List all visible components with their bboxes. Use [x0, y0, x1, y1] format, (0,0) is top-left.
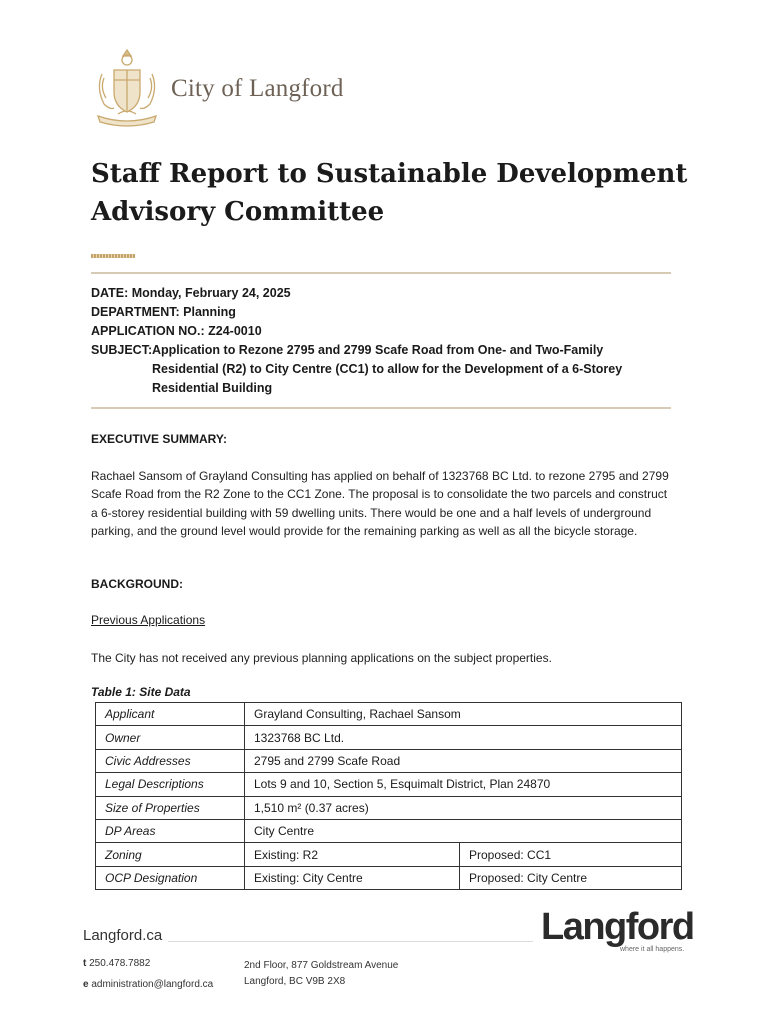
org-name: City of Langford — [171, 75, 344, 102]
table-row — [96, 819, 682, 842]
row-label: DP Areas — [96, 819, 245, 842]
table-row — [96, 773, 682, 796]
row-value: Grayland Consulting, Rachael Sansom — [245, 703, 682, 726]
row-proposed: Proposed: City Centre — [460, 866, 682, 889]
langford-logo: Langford — [541, 906, 694, 948]
row-existing: Existing: R2 — [245, 843, 460, 866]
application-line — [91, 322, 262, 341]
subject-value: Application to Rezone 2795 and 2799 Scafe Road from One- and Two-Family Residential (R2) to City Centre (CC1) to allow for the Development of a 6-Storey Residential Building — [152, 343, 623, 395]
divider-bottom — [91, 407, 671, 409]
title-line-1: Staff Report to Sustainable Development — [91, 159, 688, 189]
row-value: 1,510 m² (0.37 acres) — [245, 796, 682, 819]
row-label: Size of Properties — [96, 796, 245, 819]
title-line-2: Advisory Committee — [91, 197, 385, 227]
row-value: 1323768 BC Ltd. — [245, 726, 682, 749]
row-proposed: Proposed: CC1 — [460, 843, 682, 866]
department-label: DEPARTMENT: — [91, 305, 180, 319]
row-value: 2795 and 2799 Scafe Road — [245, 749, 682, 772]
table-row — [96, 866, 682, 889]
footer-website: Langford.ca — [83, 927, 163, 944]
application-label: APPLICATION NO.: — [91, 324, 205, 338]
city-crest-icon — [90, 44, 164, 128]
background-heading: BACKGROUND: — [91, 577, 183, 591]
email-address: administration@langford.ca — [91, 979, 214, 990]
row-value: Lots 9 and 10, Section 5, Esquimalt District, Plan 24870 — [245, 773, 682, 796]
logo-tagline: where it all happens. — [620, 946, 685, 953]
table-row — [96, 843, 682, 866]
phone-prefix: t — [83, 958, 87, 969]
date-label: DATE: — [91, 286, 129, 300]
row-label: Applicant — [96, 703, 245, 726]
footer-address-line-2: Langford, BC V9B 2X8 — [244, 976, 346, 987]
table-row — [96, 726, 682, 749]
row-label: Zoning — [96, 843, 245, 866]
application-value: Z24-0010 — [208, 324, 262, 338]
table-row — [96, 749, 682, 772]
row-label: OCP Designation — [96, 866, 245, 889]
phone-number: 250.478.7882 — [89, 958, 151, 969]
title-accent-bar — [91, 254, 135, 258]
previous-applications-subheading: Previous Applications — [91, 613, 206, 627]
department-value: Planning — [183, 305, 236, 319]
table-row — [96, 703, 682, 726]
row-label: Civic Addresses — [96, 749, 245, 772]
department-line — [91, 303, 236, 322]
divider-top — [91, 272, 671, 274]
report-title — [91, 155, 691, 231]
row-label: Legal Descriptions — [96, 773, 245, 796]
row-existing: Existing: City Centre — [245, 866, 460, 889]
table-caption: Table 1: Site Data — [91, 685, 191, 699]
table-row — [96, 796, 682, 819]
email-prefix: e — [83, 979, 89, 990]
footer-address-line-1: 2nd Floor, 877 Goldstream Avenue — [244, 960, 399, 971]
footer-phone — [83, 958, 150, 969]
date-value: Monday, February 24, 2025 — [131, 286, 291, 300]
executive-summary-heading: EXECUTIVE SUMMARY: — [91, 432, 228, 446]
site-data-table — [95, 702, 682, 890]
executive-summary-text: Rachael Sansom of Grayland Consulting has applied on behalf of 1323768 BC Ltd. to rezone 2795 and 2799 Scafe Road from the R2 Zone to the CC1 Zone. The proposal is to consolidate the two parcels and construct a 6-storey residential building with 59 dwelling units. There would be one and a half levels of underground parking, and the ground level would provide for the remaining parking as well as all the bicycle storage. — [91, 469, 669, 539]
row-label: Owner — [96, 726, 245, 749]
previous-applications-text: The City has not received any previous planning applications on the subject properties. — [91, 651, 552, 665]
date-line — [91, 284, 291, 303]
footer-divider — [168, 941, 533, 942]
row-value: City Centre — [245, 819, 682, 842]
footer-email — [83, 979, 213, 990]
subject-label: SUBJECT: — [91, 343, 153, 357]
